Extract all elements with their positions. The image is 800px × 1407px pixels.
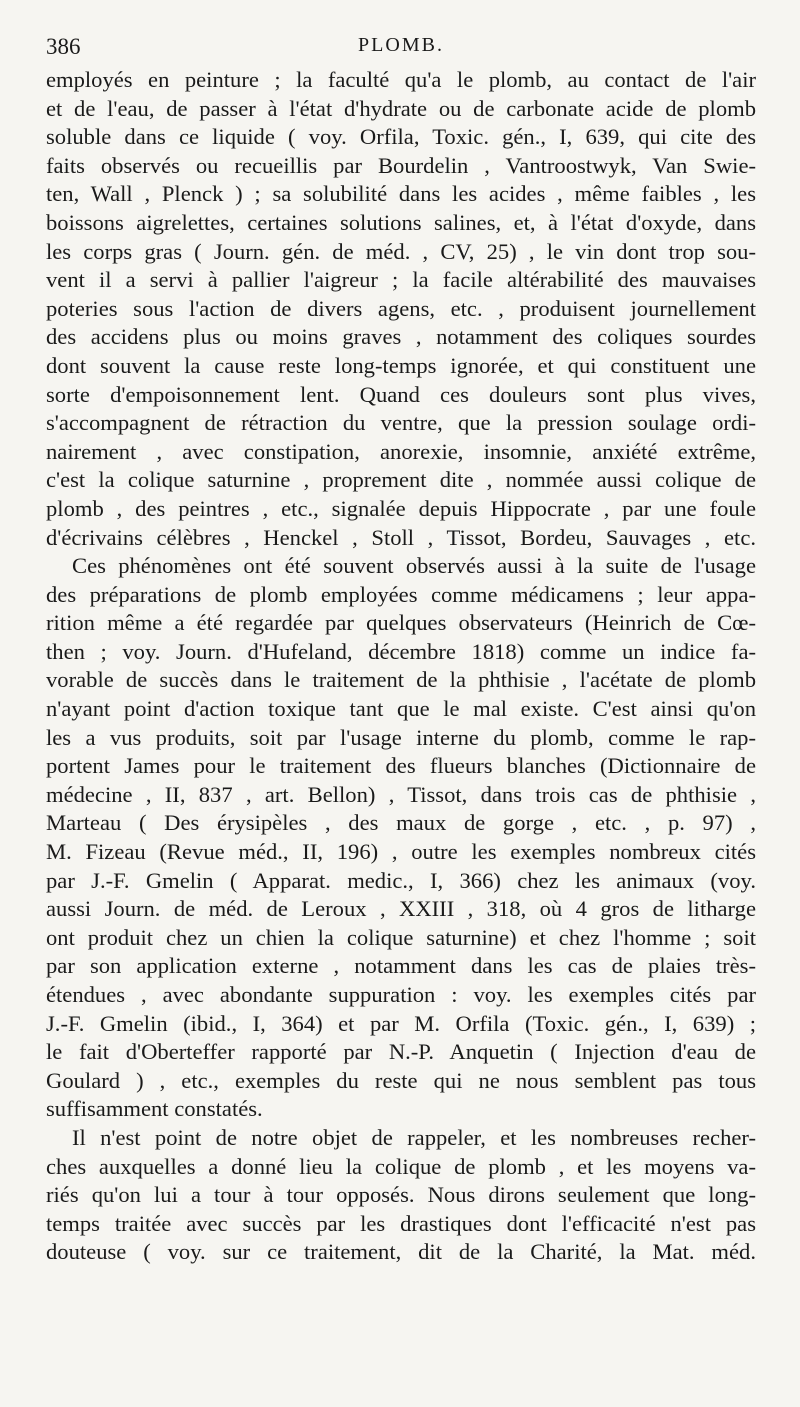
- text-line: vent il a servi à pallier l'aigreur ; la facile altérabilité des mauvaises: [46, 267, 756, 293]
- running-title: PLOMB.: [358, 34, 444, 56]
- text-line: ont produit chez un chien la colique saturnine) et chez l'homme ; soit: [46, 924, 756, 950]
- text-line: then ; voy. Journ. d'Hufeland, décembre 1818) comme un indice fa-: [46, 638, 756, 664]
- text-line: Marteau ( Des érysipèles , des maux de gorge , etc. , p. 97) ,: [46, 810, 756, 836]
- text-line: Goulard ) , etc., exemples du reste qui ne nous semblent pas tous: [46, 1067, 756, 1093]
- text-line: les corps gras ( Journ. gén. de méd. , CV, 25) , le vin dont trop sou-: [46, 238, 756, 264]
- text-line: rition même a été regardée par quelques observateurs (Heinrich de Cœ-: [46, 610, 756, 636]
- text-line: par J.-F. Gmelin ( Apparat. medic., I, 366) chez les animaux (voy.: [46, 867, 756, 893]
- text-line: soluble dans ce liquide ( voy. Orfila, Toxic. gén., I, 639, qui cite des: [46, 124, 756, 150]
- text-line: vorable de succès dans le traitement de la phthisie , l'acétate de plomb: [46, 667, 756, 693]
- text-line: employés en peinture ; la faculté qu'a le plomb, au contact de l'air: [46, 67, 756, 92]
- text-line: suffisamment constatés.: [46, 1096, 263, 1122]
- text-line: portent James pour le traitement des flueurs blanches (Dictionnaire de: [46, 753, 756, 779]
- text-line: ten, Wall , Plenck ) ; sa solubilité dans les acides , même faibles , les: [46, 181, 756, 207]
- text-line: s'accompagnent de rétraction du ventre, que la pression soulage ordi-: [46, 410, 756, 436]
- text-line: douteuse ( voy. sur ce traitement, dit de la Charité, la Mat. méd.: [46, 1239, 756, 1265]
- text-line: Il n'est point de notre objet de rappeler, et les nombreuses recher-: [72, 1124, 756, 1150]
- paragraph: [46, 1124, 756, 1267]
- text-line: M. Fizeau (Revue méd., II, 196) , outre les exemples nombreux cités: [46, 839, 756, 865]
- page-number: 386: [46, 34, 81, 59]
- text-line: Ces phénomènes ont été souvent observés aussi à la suite de l'usage: [72, 553, 756, 579]
- text-line: temps traitée avec succès par les drastiques dont l'efficacité n'est pas: [46, 1210, 756, 1236]
- text-line: riés qu'on lui a tour à tour opposés. Nous dirons seulement que long-: [46, 1182, 756, 1208]
- text-line: J.-F. Gmelin (ibid., I, 364) et par M. Orfila (Toxic. gén., I, 639) ;: [46, 1010, 756, 1036]
- text-line: poteries sous l'action de divers agens, etc. , produisent journellement: [46, 295, 756, 321]
- text-line: nairement , avec constipation, anorexie, insomnie, anxiété extrême,: [46, 438, 756, 464]
- text-line: boissons aigrelettes, certaines solutions salines, et, à l'état d'oxyde, dans: [46, 209, 756, 235]
- paragraph: [46, 66, 756, 552]
- text-line: des préparations de plomb employées comme médicamens ; leur appa-: [46, 581, 756, 607]
- text-line: n'ayant point d'action toxique tant que le mal existe. C'est ainsi qu'on: [46, 696, 756, 722]
- text-line: par son application externe , notamment dans les cas de plaies très-: [46, 953, 756, 979]
- text-line: médecine , II, 837 , art. Bellon) , Tissot, dans trois cas de phthisie ,: [46, 781, 756, 807]
- paragraph: [46, 552, 756, 1124]
- text-line: plomb , des peintres , etc., signalée depuis Hippocrate , par une foule: [46, 495, 756, 521]
- text-line: ches auxquelles a donné lieu la colique de plomb , et les moyens va-: [46, 1153, 756, 1179]
- text-line: faits observés ou recueillis par Bourdelin , Vantroostwyk, Van Swie-: [46, 152, 756, 178]
- text-line: les a vus produits, soit par l'usage interne du plomb, comme le rap-: [46, 724, 756, 750]
- text-line: étendues , avec abondante suppuration : voy. les exemples cités par: [46, 982, 756, 1007]
- text-line: sorte d'empoisonnement lent. Quand ces douleurs sont plus vives,: [46, 381, 756, 407]
- page-header: [46, 26, 756, 66]
- text-line: dont souvent la cause reste long-temps ignorée, et qui constituent une: [46, 352, 756, 378]
- text-line: des accidens plus ou moins graves , notamment des coliques sourdes: [46, 324, 756, 350]
- body-text: [46, 66, 756, 1267]
- text-line: et de l'eau, de passer à l'état d'hydrate ou de carbonate acide de plomb: [46, 95, 756, 121]
- text-line: c'est la colique saturnine , proprement dite , nommée aussi colique de: [46, 467, 756, 493]
- text-line: le fait d'Oberteffer rapporté par N.-P. Anquetin ( Injection d'eau de: [46, 1039, 756, 1065]
- text-line: d'écrivains célèbres , Henckel , Stoll , Tissot, Bordeu, Sauvages , etc.: [46, 524, 756, 550]
- text-line: aussi Journ. de méd. de Leroux , XXIII , 318, où 4 gros de litharge: [46, 896, 756, 922]
